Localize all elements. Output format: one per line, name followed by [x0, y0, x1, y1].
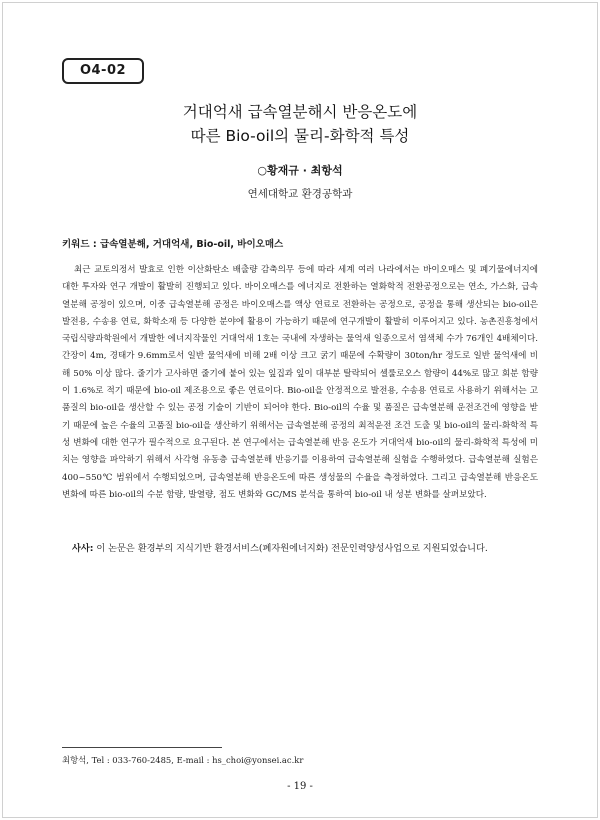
title-line-1: 거대억새 급속열분해시 반응온도에 — [182, 103, 418, 121]
acknowledgment-label: 사사: — [72, 543, 94, 554]
affiliation: 연세대학교 환경공학과 — [247, 188, 353, 200]
acknowledgment — [72, 540, 538, 554]
abstract-body: 최근 교토의정서 발효로 인한 이산화탄소 배출량 감축의무 등에 따라 세계 여러 나라에서는 바이오매스 및 폐기물에너지에 대한 투자와 연구 개발이 활발히 진행되고 있다. 바이오매스를 에너지로 전환하는 열화학적 전환공정으로는 연소, 가스화, 급속열분해 공정이 있으며, 이중 급속열분해 공정은 바이오매스를 액상 연료로 전환하는 공정으로, 공정을 통해 생산되는 bio-oil은 발전용, 수송용 연료, 화학소재 등 다양한 분야에 활용이 가능하기 때문에 연구개발이 활발히 이루어지고 있다. 농촌진흥청에서 국립식량과학원에서 개발한 에너지작물인 거대억새 1호는 국내에 자생하는 물억새 일종으로서 염색체 수가 76개인 4배체이다. 간장이 4m, 경태가 9.6mm로서 일반 물억새에 비해 2배 이상 크고 굵기 때문에 수확량이 30ton/hr 정도로 일반 물억새에 비해 50% 이상 많다. 줄기가 고사하면 줄기에 붙어 있는 잎집과 잎이 대부분 탈락되어 셀룰로오스 함량이 44%로 많고 회분 함량이 1.6%로 적기 때문에 bio-oil 제조용으로 좋은 연료이다. Bio-oil을 안정적으로 발전용, 수송용 연료로 사용하기 위해서는 고품질의 bio-oil을 생산할 수 있는 공정 기술이 기반이 되어야 한다. Bio-oil의 수율 및 품질은 급속열분해 운전조건에 영향을 받기 때문에 높은 수율의 고품질 bio-oil을 생산하기 위해서는 급속열분해 공정의 최적운전 조건 도출 및 bio-oil의 물리-화학적 특성 변화에 대한 연구가 필수적으로 요구된다. 본 연구에서는 급속열분해 반응 온도가 거대억새 bio-oil의 물리-화학적 특성에 미치는 영향을 파악하기 위해서 사각형 유동층 급속열분해 반응기를 이용하여 급속열분해 실험을 수행하였다. 급속열분해 실험은 400~550℃ 범위에서 수행되었으며, 급속열분해 반응온도에 따른 생성물의 수율을 측정하였다. 그리고 급속열분해 반응온도 변화에 따른 bio-oil의 수분 함량, 발열량, 점도 변화와 GC/MS 분석을 통하여 bio-oil 내 성분 변화를 살펴보았다. — [62, 265, 538, 500]
corresponding-author-footnote: 최항석, Tel : 033-760-2485, E-mail : hs_choi@yonsei.ac.kr — [62, 755, 304, 765]
page-number: - 19 - — [287, 781, 313, 792]
title-line-2: 따른 Bio-oil의 물리-화학적 특성 — [190, 127, 410, 145]
paper-title — [0, 100, 600, 148]
keywords: 키워드 : 급속열분해, 거대억새, Bio-oil, 바이오매스 — [62, 239, 284, 250]
footnote-divider — [62, 747, 222, 748]
session-code-badge: O4-02 — [62, 58, 144, 84]
acknowledgment-text: 이 논문은 환경부의 지식기반 환경서비스(폐자원에너지화) 전문인력양성사업으로 지원되었습니다. — [93, 543, 488, 554]
authors: ○황재규 · 최항석 — [257, 164, 343, 177]
